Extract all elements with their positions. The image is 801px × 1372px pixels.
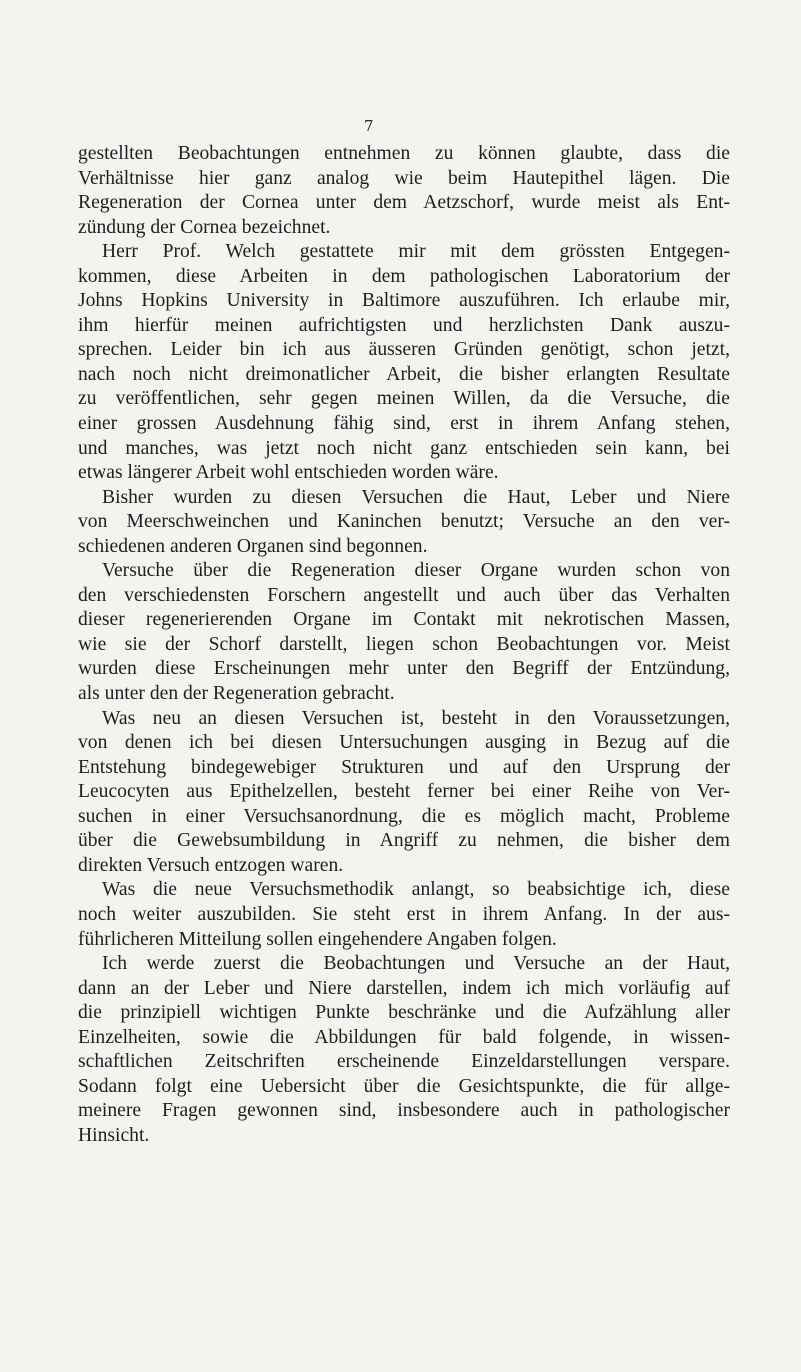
page-number: 7 — [364, 117, 374, 135]
text-line: Versuche über die Regeneration dieser Organe wurden schon von — [102, 560, 730, 582]
text-line: Bisher wurden zu diesen Versuchen die Haut, Leber und Niere — [102, 486, 730, 508]
text-line: noch weiter auszubilden. Sie steht erst in ihrem Anfang. In der aus- — [78, 903, 730, 925]
text-line: etwas längerer Arbeit wohl entschieden worden wäre. — [78, 462, 499, 484]
text-line: wurden diese Erscheinungen mehr unter den Begriff der Entzündung, — [78, 658, 730, 680]
body-text — [78, 142, 730, 1148]
text-line: über die Gewebsumbildung in Angriff zu nehmen, die bisher dem — [78, 830, 730, 852]
text-line: einer grossen Ausdehnung fähig sind, erst in ihrem Anfang stehen, — [78, 413, 730, 435]
text-line: Hinsicht. — [78, 1124, 150, 1146]
text-line: von Meerschweinchen und Kaninchen benutzt; Versuche an den ver- — [78, 511, 730, 533]
text-line: die prinzipiell wichtigen Punkte beschränke und die Aufzählung aller — [78, 1002, 730, 1024]
text-line: suchen in einer Versuchsanordnung, die es möglich macht, Probleme — [78, 805, 730, 827]
text-line: Einzelheiten, sowie die Abbildungen für bald folgende, in wissen- — [78, 1026, 730, 1048]
text-line: Was neu an diesen Versuchen ist, besteht in den Voraussetzungen, — [102, 707, 730, 729]
text-line: kommen, diese Arbeiten in dem pathologischen Laboratorium der — [78, 265, 730, 287]
text-line: Herr Prof. Welch gestattete mir mit dem grössten Entgegen- — [102, 241, 730, 263]
text-line: Regeneration der Cornea unter dem Aetzschorf, wurde meist als Ent- — [78, 192, 730, 214]
text-line: den verschiedensten Forschern angestellt und auch über das Verhalten — [78, 584, 730, 606]
text-line: von denen ich bei diesen Untersuchungen ausging in Bezug auf die — [78, 732, 730, 754]
text-line: sprechen. Leider bin ich aus äusseren Gründen genötigt, schon jetzt, — [78, 339, 730, 361]
text-line: zu veröffentlichen, sehr gegen meinen Willen, da die Versuche, die — [78, 388, 730, 410]
text-line: direkten Versuch entzogen waren. — [78, 854, 344, 876]
text-line: Leucocyten aus Epithelzellen, besteht ferner bei einer Reihe von Ver- — [78, 781, 730, 803]
text-line: als unter den der Regeneration gebracht. — [78, 683, 395, 705]
text-line: schiedenen anderen Organen sind begonnen. — [78, 535, 428, 557]
text-line: nach noch nicht dreimonatlicher Arbeit, die bisher erlangten Resultate — [78, 363, 730, 385]
text-line: führlicheren Mitteilung sollen eingehendere Angaben folgen. — [78, 928, 557, 950]
text-line: ihm hierfür meinen aufrichtigsten und herzlichsten Dank auszu- — [78, 314, 730, 336]
text-line: zündung der Cornea bezeichnet. — [78, 216, 331, 238]
text-line: schaftlichen Zeitschriften erscheinende Einzeldarstellungen verspare. — [78, 1051, 730, 1073]
text-line: gestellten Beobachtungen entnehmen zu können glaubte, dass die — [78, 143, 730, 164]
text-line: dann an der Leber und Niere darstellen, indem ich mich vorläufig auf — [78, 977, 730, 999]
text-line: meinere Fragen gewonnen sind, insbesondere auch in pathologischer — [78, 1100, 730, 1122]
text-line: und manches, was jetzt noch nicht ganz entschieden sein kann, bei — [78, 437, 730, 459]
text-line: Ich werde zuerst die Beobachtungen und Versuche an der Haut, — [102, 953, 730, 975]
text-line: Verhältnisse hier ganz analog wie beim Hautepithel lägen. Die — [78, 167, 730, 189]
text-line: dieser regenerierenden Organe im Contakt mit nekrotischen Massen, — [78, 609, 730, 631]
text-line: Sodann folgt eine Uebersicht über die Gesichtspunkte, die für allge- — [78, 1075, 730, 1097]
text-line: Was die neue Versuchsmethodik anlangt, so beabsichtige ich, diese — [102, 879, 730, 901]
text-line: wie sie der Schorf darstellt, liegen schon Beobachtungen vor. Meist — [78, 633, 730, 655]
text-line: Entstehung bindegewebiger Strukturen und auf den Ursprung der — [78, 756, 730, 778]
text-line: Johns Hopkins University in Baltimore auszuführen. Ich erlaube mir, — [78, 290, 730, 312]
